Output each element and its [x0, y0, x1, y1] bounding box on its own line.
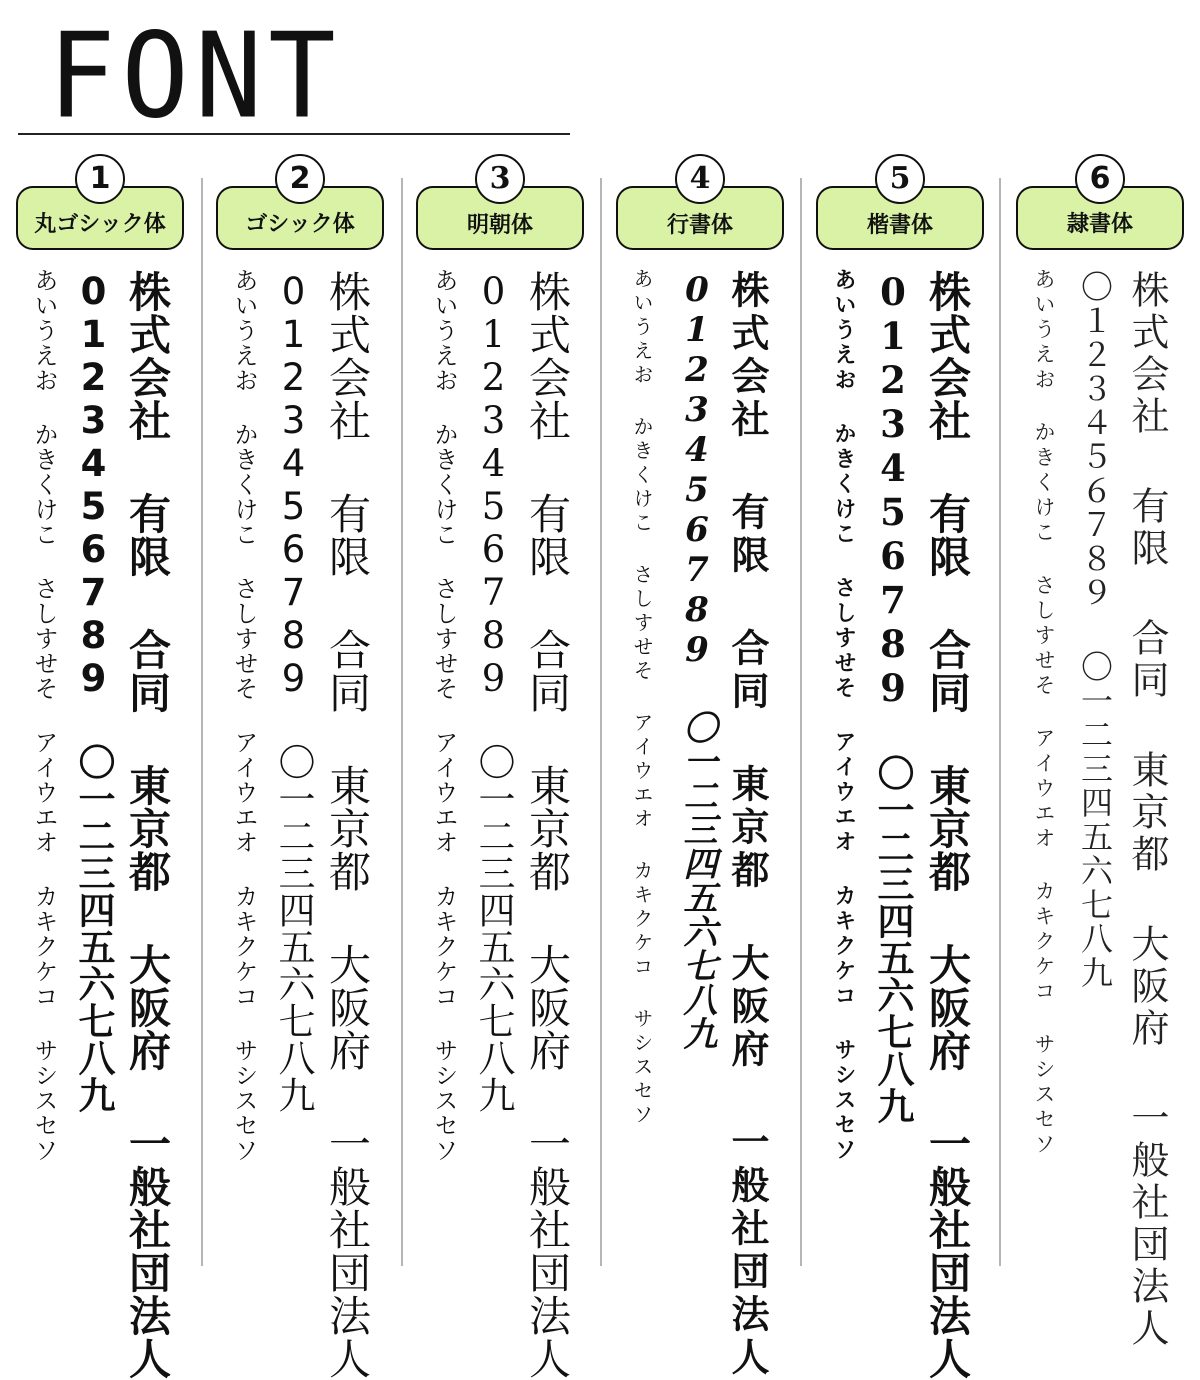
font-number-badge: 5	[875, 154, 925, 204]
numeral-sample: 0123456789 〇一二三四五六七八九	[871, 270, 915, 1124]
font-number-badge: 1	[75, 154, 125, 204]
numeral-sample: 〇１２３４５６７８９ 〇一二三四五六七八九	[1076, 270, 1114, 990]
kana-sample: あいうえお かきくけこ さしすせそ アイウエオ カキクケコ サシスセソ	[630, 268, 654, 1128]
kana-sample: あいうえお かきくけこ さしすせそ アイウエオ カキクケコ サシスセソ	[430, 268, 458, 1163]
font-name-label: 行書体	[666, 212, 733, 238]
kana-sample: あいうえお かきくけこ さしすせそ アイウエオ カキクケコ サシスセソ	[230, 268, 258, 1163]
font-column-5	[816, 150, 1016, 1380]
kana-sample: あいうえお かきくけこ さしすせそ アイウエオ カキクケコ サシスセソ	[831, 268, 857, 1163]
font-name-label: 隷書体	[1066, 212, 1133, 237]
company-type-sample: 株式会社 有限 合同 東京都 大阪府 一般社団法人	[1125, 270, 1169, 1350]
numeral-sample: 0123456789 〇一二三四五六七八九	[72, 270, 115, 1113]
font-name-label: 楷書体	[866, 212, 933, 238]
company-type-sample: 株式会社 有限 合同 東京都 大阪府 一般社団法人	[923, 270, 972, 1380]
page-title: FONT	[48, 8, 342, 146]
company-type-sample: 株式会社 有限 合同 東京都 大阪府 一般社団法人	[123, 270, 172, 1380]
font-column-4	[616, 150, 816, 1380]
company-type-sample: 株式会社 有限 合同 東京都 大阪府 一般社団法人	[725, 270, 770, 1380]
font-name-label: 明朝体	[466, 212, 533, 238]
font-column-2	[216, 150, 416, 1380]
font-name-label: ゴシック体	[245, 212, 355, 237]
numeral-sample: 0123456789 〇一二三四五六七八九	[472, 270, 515, 1113]
kana-sample: あいうえお かきくけこ さしすせそ アイウエオ カキクケコ サシスセソ	[30, 268, 58, 1163]
company-type-sample: 株式会社 有限 合同 東京都 大阪府 一般社団法人	[323, 270, 372, 1380]
title-underline	[18, 133, 570, 135]
kana-sample: あいうえお かきくけこ さしすせそ アイウエオ カキクケコ サシスセソ	[1032, 268, 1056, 1158]
company-type-sample: 株式会社 有限 合同 東京都 大阪府 一般社団法人	[523, 270, 572, 1380]
font-number-badge: 3	[475, 154, 525, 204]
font-name-label: 丸ゴシック体	[34, 212, 166, 237]
font-number-badge: 2	[275, 154, 325, 204]
numeral-sample: 0123456789 〇一二三四五六七八九	[272, 270, 315, 1113]
font-number-badge: 6	[1075, 154, 1125, 204]
numeral-sample: 0123456789 〇一二三四五六七八九	[677, 270, 717, 1050]
font-column-1	[16, 150, 216, 1380]
font-column-6	[1016, 150, 1200, 1350]
font-column-3	[416, 150, 616, 1380]
font-number-badge: 4	[675, 154, 725, 204]
